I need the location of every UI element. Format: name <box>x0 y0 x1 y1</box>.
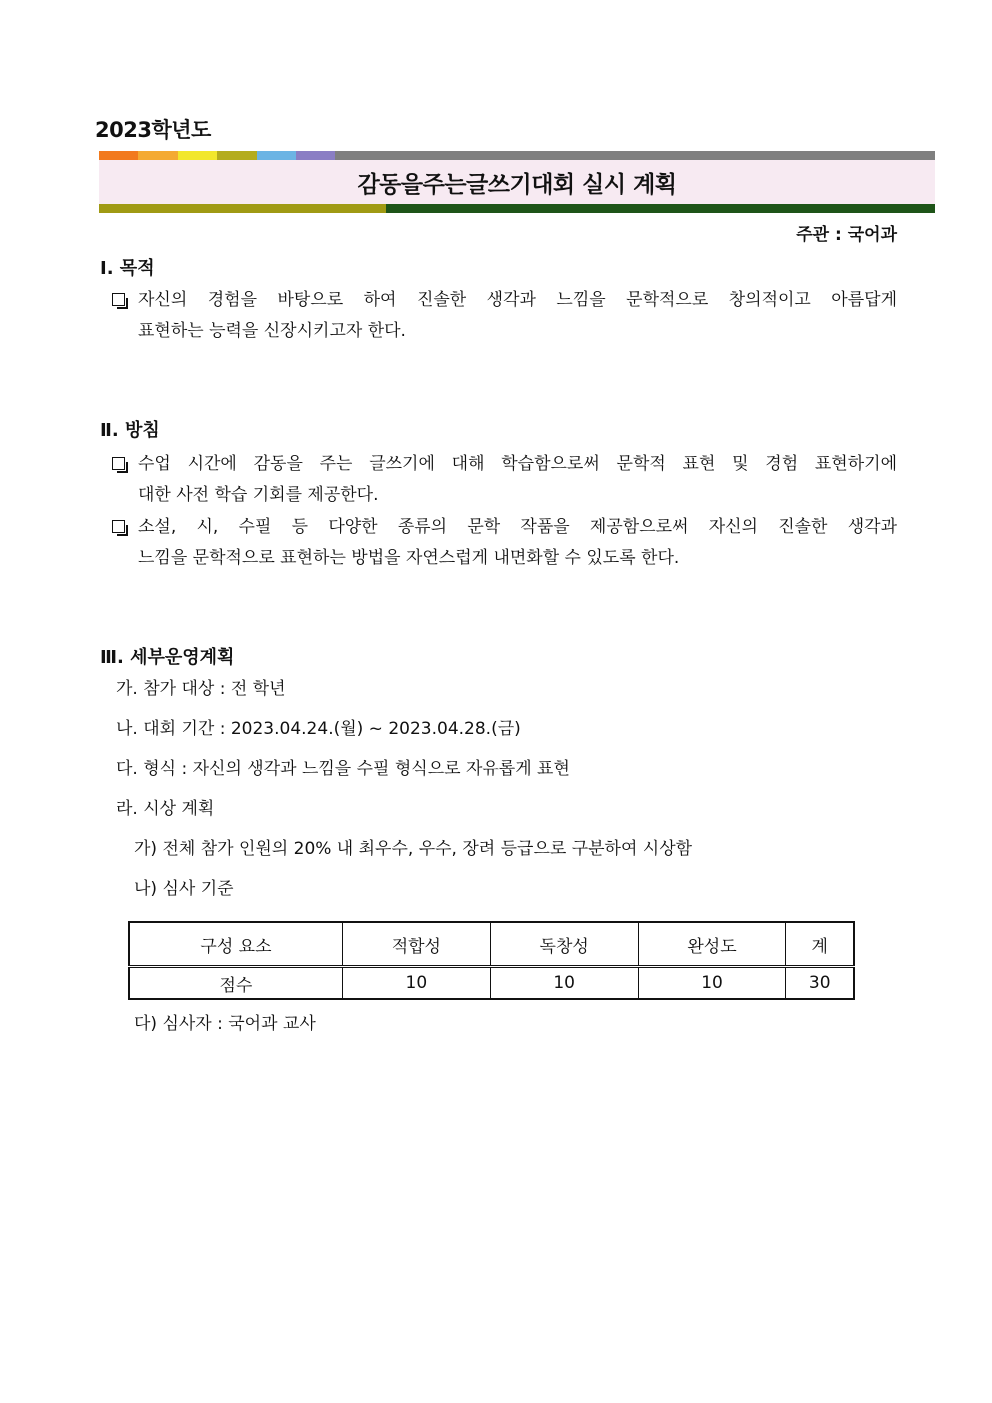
title-box <box>99 160 935 204</box>
table-header-row <box>129 922 854 967</box>
table-cell: 10 <box>638 967 786 1000</box>
criteria-table <box>128 921 855 1000</box>
table-cell: 10 <box>342 967 490 1000</box>
stripe-amber <box>138 151 178 160</box>
subitem-judge: 다) 심사자 : 국어과 교사 <box>134 1014 316 1034</box>
stripe-orange <box>99 151 138 160</box>
checkbox-bullet-icon <box>112 520 125 533</box>
stripe-green <box>386 204 935 213</box>
table-cell: 10 <box>490 967 638 1000</box>
checkbox-bullet-icon <box>112 457 125 470</box>
table-header-cell: 구성 요소 <box>129 922 342 967</box>
section-2-bullet-2 <box>112 512 897 574</box>
bullet-text: 자신의 경험을 바탕으로 하여 진솔한 생각과 느낌을 문학적으로 창의적이고 아름답게 <box>138 290 897 310</box>
section-2-heading: Ⅱ. 방침 <box>100 420 160 441</box>
item-period: 나. 대회 기간 : 2023.04.24.(월) ~ 2023.04.28.(금) <box>116 719 521 739</box>
stripe-purple <box>296 151 335 160</box>
table-cell: 점수 <box>129 967 342 1000</box>
bullet-line <box>112 543 897 574</box>
item-participants: 가. 참가 대상 : 전 학년 <box>116 679 286 699</box>
organizer-label: 주관 : 국어과 <box>796 225 897 245</box>
item-format: 다. 형식 : 자신의 생각과 느낌을 수필 형식으로 자유롭게 표현 <box>116 759 570 779</box>
bullet-text: 수업 시간에 감동을 주는 글쓰기에 대해 학습함으로써 문학적 표현 및 경험 표현하기에 <box>138 454 897 474</box>
checkbox-bullet-icon <box>112 293 125 306</box>
table-header-cell: 적합성 <box>342 922 490 967</box>
stripe-yellow <box>178 151 217 160</box>
item-awards: 라. 시상 계획 <box>116 799 215 819</box>
section-3-heading: Ⅲ. 세부운영계획 <box>100 647 235 668</box>
bullet-text: 소설, 시, 수필 등 다양한 종류의 문학 작품을 제공함으로써 자신의 진솔한 생각과 <box>138 517 897 537</box>
table-header-cell: 계 <box>786 922 854 967</box>
year-label: 2023학년도 <box>95 118 211 142</box>
color-stripe-bottom <box>99 204 935 213</box>
bullet-line <box>112 512 897 543</box>
stripe-gray <box>335 151 935 160</box>
table-header-cell: 완성도 <box>638 922 786 967</box>
stripe-blue <box>257 151 296 160</box>
section-2-bullet-1 <box>112 449 897 511</box>
table-header-cell: 독창성 <box>490 922 638 967</box>
bullet-line <box>112 316 897 347</box>
subitem-award-grades: 가) 전체 참가 인원의 20% 내 최우수, 우수, 장려 등급으로 구분하여 시상함 <box>134 839 693 859</box>
stripe-olive-dark <box>99 204 386 213</box>
bullet-text: 대한 사전 학습 기회를 제공한다. <box>138 485 379 505</box>
bullet-line <box>112 285 897 316</box>
bullet-text: 표현하는 능력을 신장시키고자 한다. <box>138 321 406 341</box>
color-stripe-top <box>99 151 935 160</box>
section-1-heading: Ⅰ. 목적 <box>100 258 155 279</box>
table-cell: 30 <box>786 967 854 1000</box>
bullet-text: 느낌을 문학적으로 표현하는 방법을 자연스럽게 내면화할 수 있도록 한다. <box>138 548 680 568</box>
subitem-criteria: 나) 심사 기준 <box>134 879 234 899</box>
bullet-line <box>112 480 897 511</box>
section-1-bullet-1 <box>112 285 897 347</box>
stripe-olive <box>217 151 257 160</box>
table-row <box>129 967 854 1000</box>
bullet-line <box>112 449 897 480</box>
document-title: 감동을주는글쓰기대회 실시 계획 <box>357 171 677 198</box>
